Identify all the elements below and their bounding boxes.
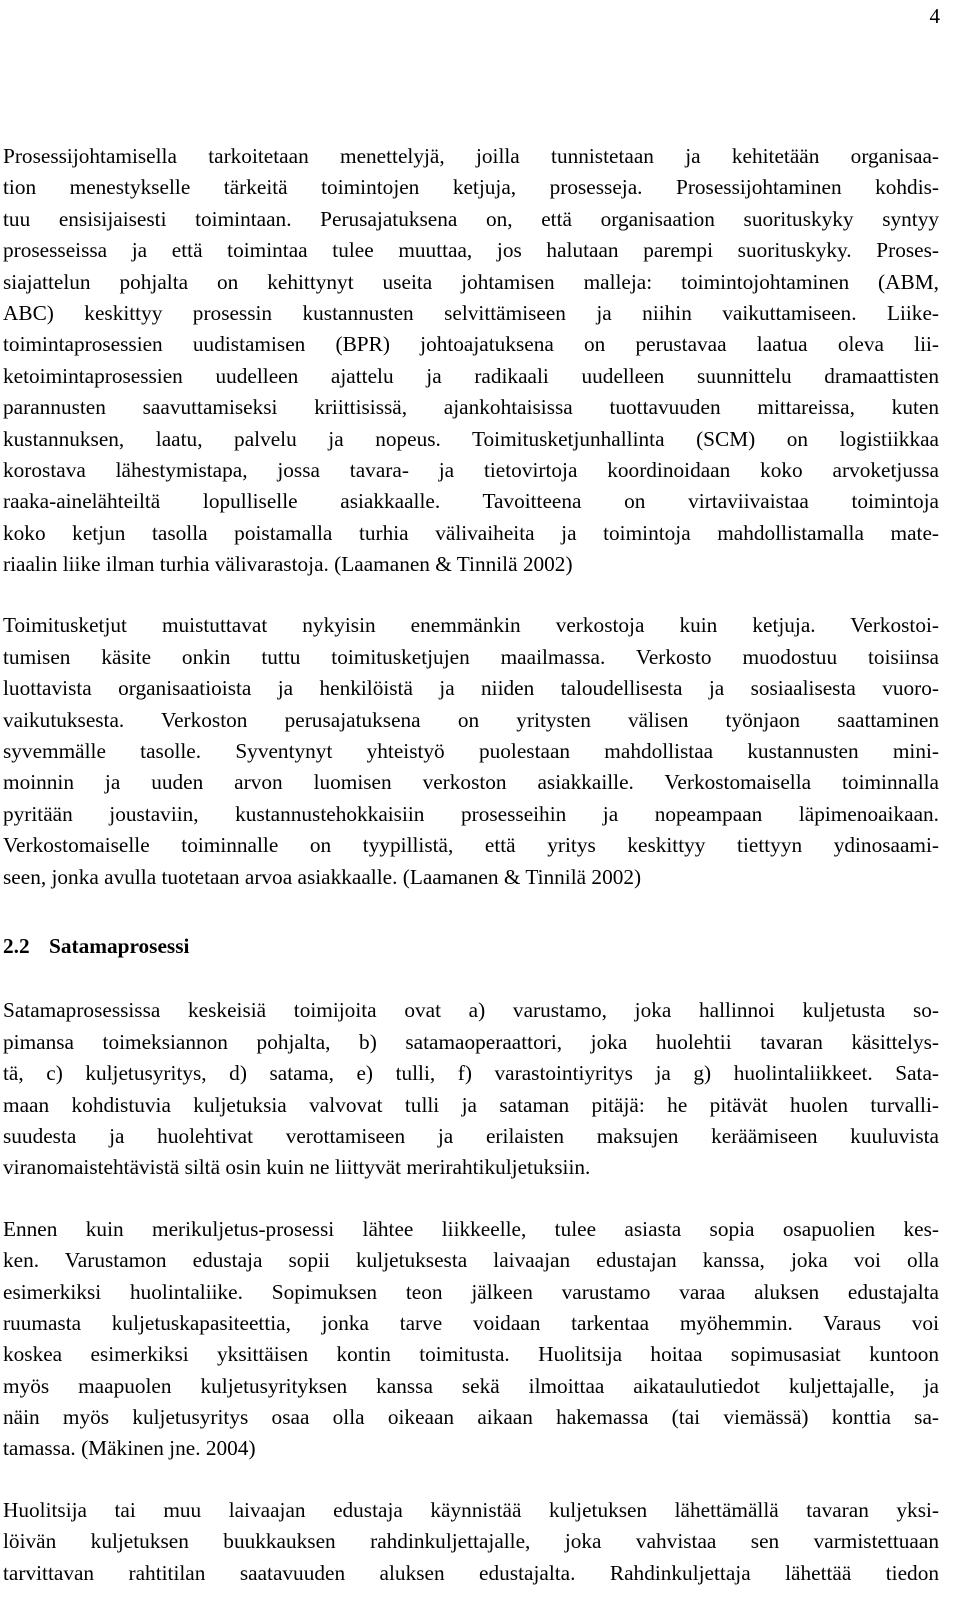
- text-line: seen, jonka avulla tuotetaan arvoa asiakkaalle. (Laamanen & Tinnilä 2002): [3, 864, 642, 889]
- text-line: korostava lähestymistapa, jossa tavara- ja tietovirtoja koordinoidaan koko arvoketjussa: [3, 457, 939, 482]
- text-line: Verkostomaiselle toiminnalle on tyypillistä, että yritys keskittyy tiettyyn ydinosaami-: [3, 833, 939, 858]
- text-line: tamassa. (Mäkinen jne. 2004): [3, 1436, 256, 1461]
- text-line: Toimitusketjut muistuttavat nykyisin enemmänkin verkostoja kuin ketjuja. Verkostoi-: [3, 613, 939, 638]
- section-title: Satamaprosessi: [49, 933, 190, 958]
- section-heading: [3, 931, 939, 962]
- paragraph: [3, 141, 939, 580]
- spacer: [3, 893, 939, 931]
- text-line: ken. Varustamon edustaja sopii kuljetuksesta laivaajan edustajan kanssa, joka voi olla: [3, 1248, 939, 1273]
- page-number: 4: [929, 4, 940, 28]
- text-line: näin myös kuljetusyritys osaa olla oikeaan aikaan hakemassa (tai viemässä) konttia sa-: [3, 1405, 939, 1430]
- text-line: suudesta ja huolehtivat verottamiseen ja erilaisten maksujen keräämiseen kuuluvista: [3, 1123, 939, 1148]
- spacer: [3, 1184, 939, 1214]
- text-line: raaka-ainelähteiltä lopulliselle asiakkaalle. Tavoitteena on virtaviivaistaa toimintoja: [3, 489, 939, 514]
- text-line: löivän kuljetuksen buukkauksen rahdinkuljettajalle, joka vahvistaa sen varmistettuaan: [3, 1529, 939, 1554]
- text-line: parannusten saavuttamiseksi kriittisissä, ajankohtaisissa tuottavuuden mittareissa, kuten: [3, 395, 939, 420]
- text-line: tion menestykselle tärkeitä toimintojen ketjuja, prosesseja. Prosessijohtaminen kohdis-: [3, 175, 939, 200]
- text-line: pyritään joustaviin, kustannustehokkaisiin prosesseihin ja nopeampaan läpimenoaikaan.: [3, 801, 939, 826]
- text-line: viranomaistehtävistä siltä osin kuin ne liittyvät merirahtikuljetuksiin.: [3, 1155, 591, 1180]
- text-line: Huolitsija tai muu laivaajan edustaja käynnistää kuljetuksen lähettämällä tavaran yksi-: [3, 1497, 939, 1522]
- text-line: tumisen käsite onkin tuttu toimitusketjujen maailmassa. Verkosto muodostuu toisiinsa: [3, 644, 939, 669]
- text-line: ABC) keskittyy prosessin kustannusten selvittämiseen ja niihin vaikuttamiseen. Liike-: [3, 300, 939, 325]
- text-line: Ennen kuin merikuljetus-prosessi lähtee liikkeelle, tulee asiasta sopia osapuolien kes-: [3, 1216, 939, 1241]
- page-content: [3, 141, 939, 1589]
- paragraph: [3, 1214, 939, 1465]
- section-number: 2.2: [3, 933, 30, 958]
- text-line: riaalin liike ilman turhia välivarastoja. (Laamanen & Tinnilä 2002): [3, 552, 573, 577]
- text-line: tä, c) kuljetusyritys, d) satama, e) tulli, f) varastointiyritys ja g) huolintaliikkeet. Sata-: [3, 1061, 939, 1086]
- text-line: luottavista organisaatioista ja henkilöistä ja niiden taloudellisesta ja sosiaalisesta vuoro-: [3, 676, 939, 701]
- text-line: kustannuksen, laatu, palvelu ja nopeus. Toimitusketjunhallinta (SCM) on logistiikkaa: [3, 426, 939, 451]
- text-line: prosesseissa ja että toimintaa tulee muuttaa, jos halutaan parempi suorituskyky. Proses-: [3, 238, 939, 263]
- text-line: pimansa toimeksiannon pohjalta, b) satamaoperaattori, joka huolehtii tavaran käsittelys-: [3, 1029, 939, 1054]
- text-line: koko ketjun tasolla poistamalla turhia välivaiheita ja toimintoja mahdollistamalla mate-: [3, 520, 939, 545]
- spacer: [3, 580, 939, 610]
- text-line: tuu ensisijaisesti toimintaan. Perusajatuksena on, että organisaation suorituskyky syntyy: [3, 206, 939, 231]
- text-line: moinnin ja uuden arvon luomisen verkoston asiakkaille. Verkostomaisella toiminnalla: [3, 770, 939, 795]
- spacer: [3, 1465, 939, 1495]
- paragraph: [3, 610, 939, 893]
- text-line: syvemmälle tasolle. Syventynyt yhteistyö puolestaan mahdollistaa kustannusten mini-: [3, 739, 939, 764]
- paragraph: [3, 1495, 939, 1589]
- text-line: esimerkiksi huolintaliike. Sopimuksen teon jälkeen varustamo varaa aluksen edustajalta: [3, 1279, 939, 1304]
- text-line: koskea esimerkiksi yksittäisen kontin toimitusta. Huolitsija hoitaa sopimusasiat kuntoon: [3, 1342, 939, 1367]
- text-line: maan kohdistuvia kuljetuksia valvovat tulli ja sataman pitäjä: he pitävät huolen turvalli-: [3, 1092, 939, 1117]
- text-line: myös maapuolen kuljetusyrityksen kanssa sekä ilmoittaa aikataulutiedot kuljettajalle, ja: [3, 1373, 939, 1398]
- text-line: toimintaprosessien uudistamisen (BPR) johtoajatuksena on perustavaa laatua oleva lii-: [3, 332, 939, 357]
- text-line: siajattelun pohjalta on kehittynyt useita johtamisen malleja: toimintojohtaminen (ABM,: [3, 269, 939, 294]
- text-line: ketoimintaprosessien uudelleen ajattelu ja radikaali uudelleen suunnittelu dramaattisten: [3, 363, 939, 388]
- paragraph: [3, 995, 939, 1183]
- text-line: vaikutuksesta. Verkoston perusajatuksena on yritysten välisen työnjaon saattaminen: [3, 707, 939, 732]
- text-line: Satamaprosessissa keskeisiä toimijoita ovat a) varustamo, joka hallinnoi kuljetusta so-: [3, 998, 939, 1023]
- spacer: [3, 962, 939, 995]
- text-line: Prosessijohtamisella tarkoitetaan menettelyjä, joilla tunnistetaan ja kehitetään organisaa-: [3, 144, 939, 168]
- text-line: ruumasta kuljetuskapasiteettia, jonka tarve voidaan tarkentaa myöhemmin. Varaus voi: [3, 1310, 939, 1335]
- text-line: tarvittavan rahtitilan saatavuuden aluksen edustajalta. Rahdinkuljettaja lähettää tiedon: [3, 1560, 939, 1585]
